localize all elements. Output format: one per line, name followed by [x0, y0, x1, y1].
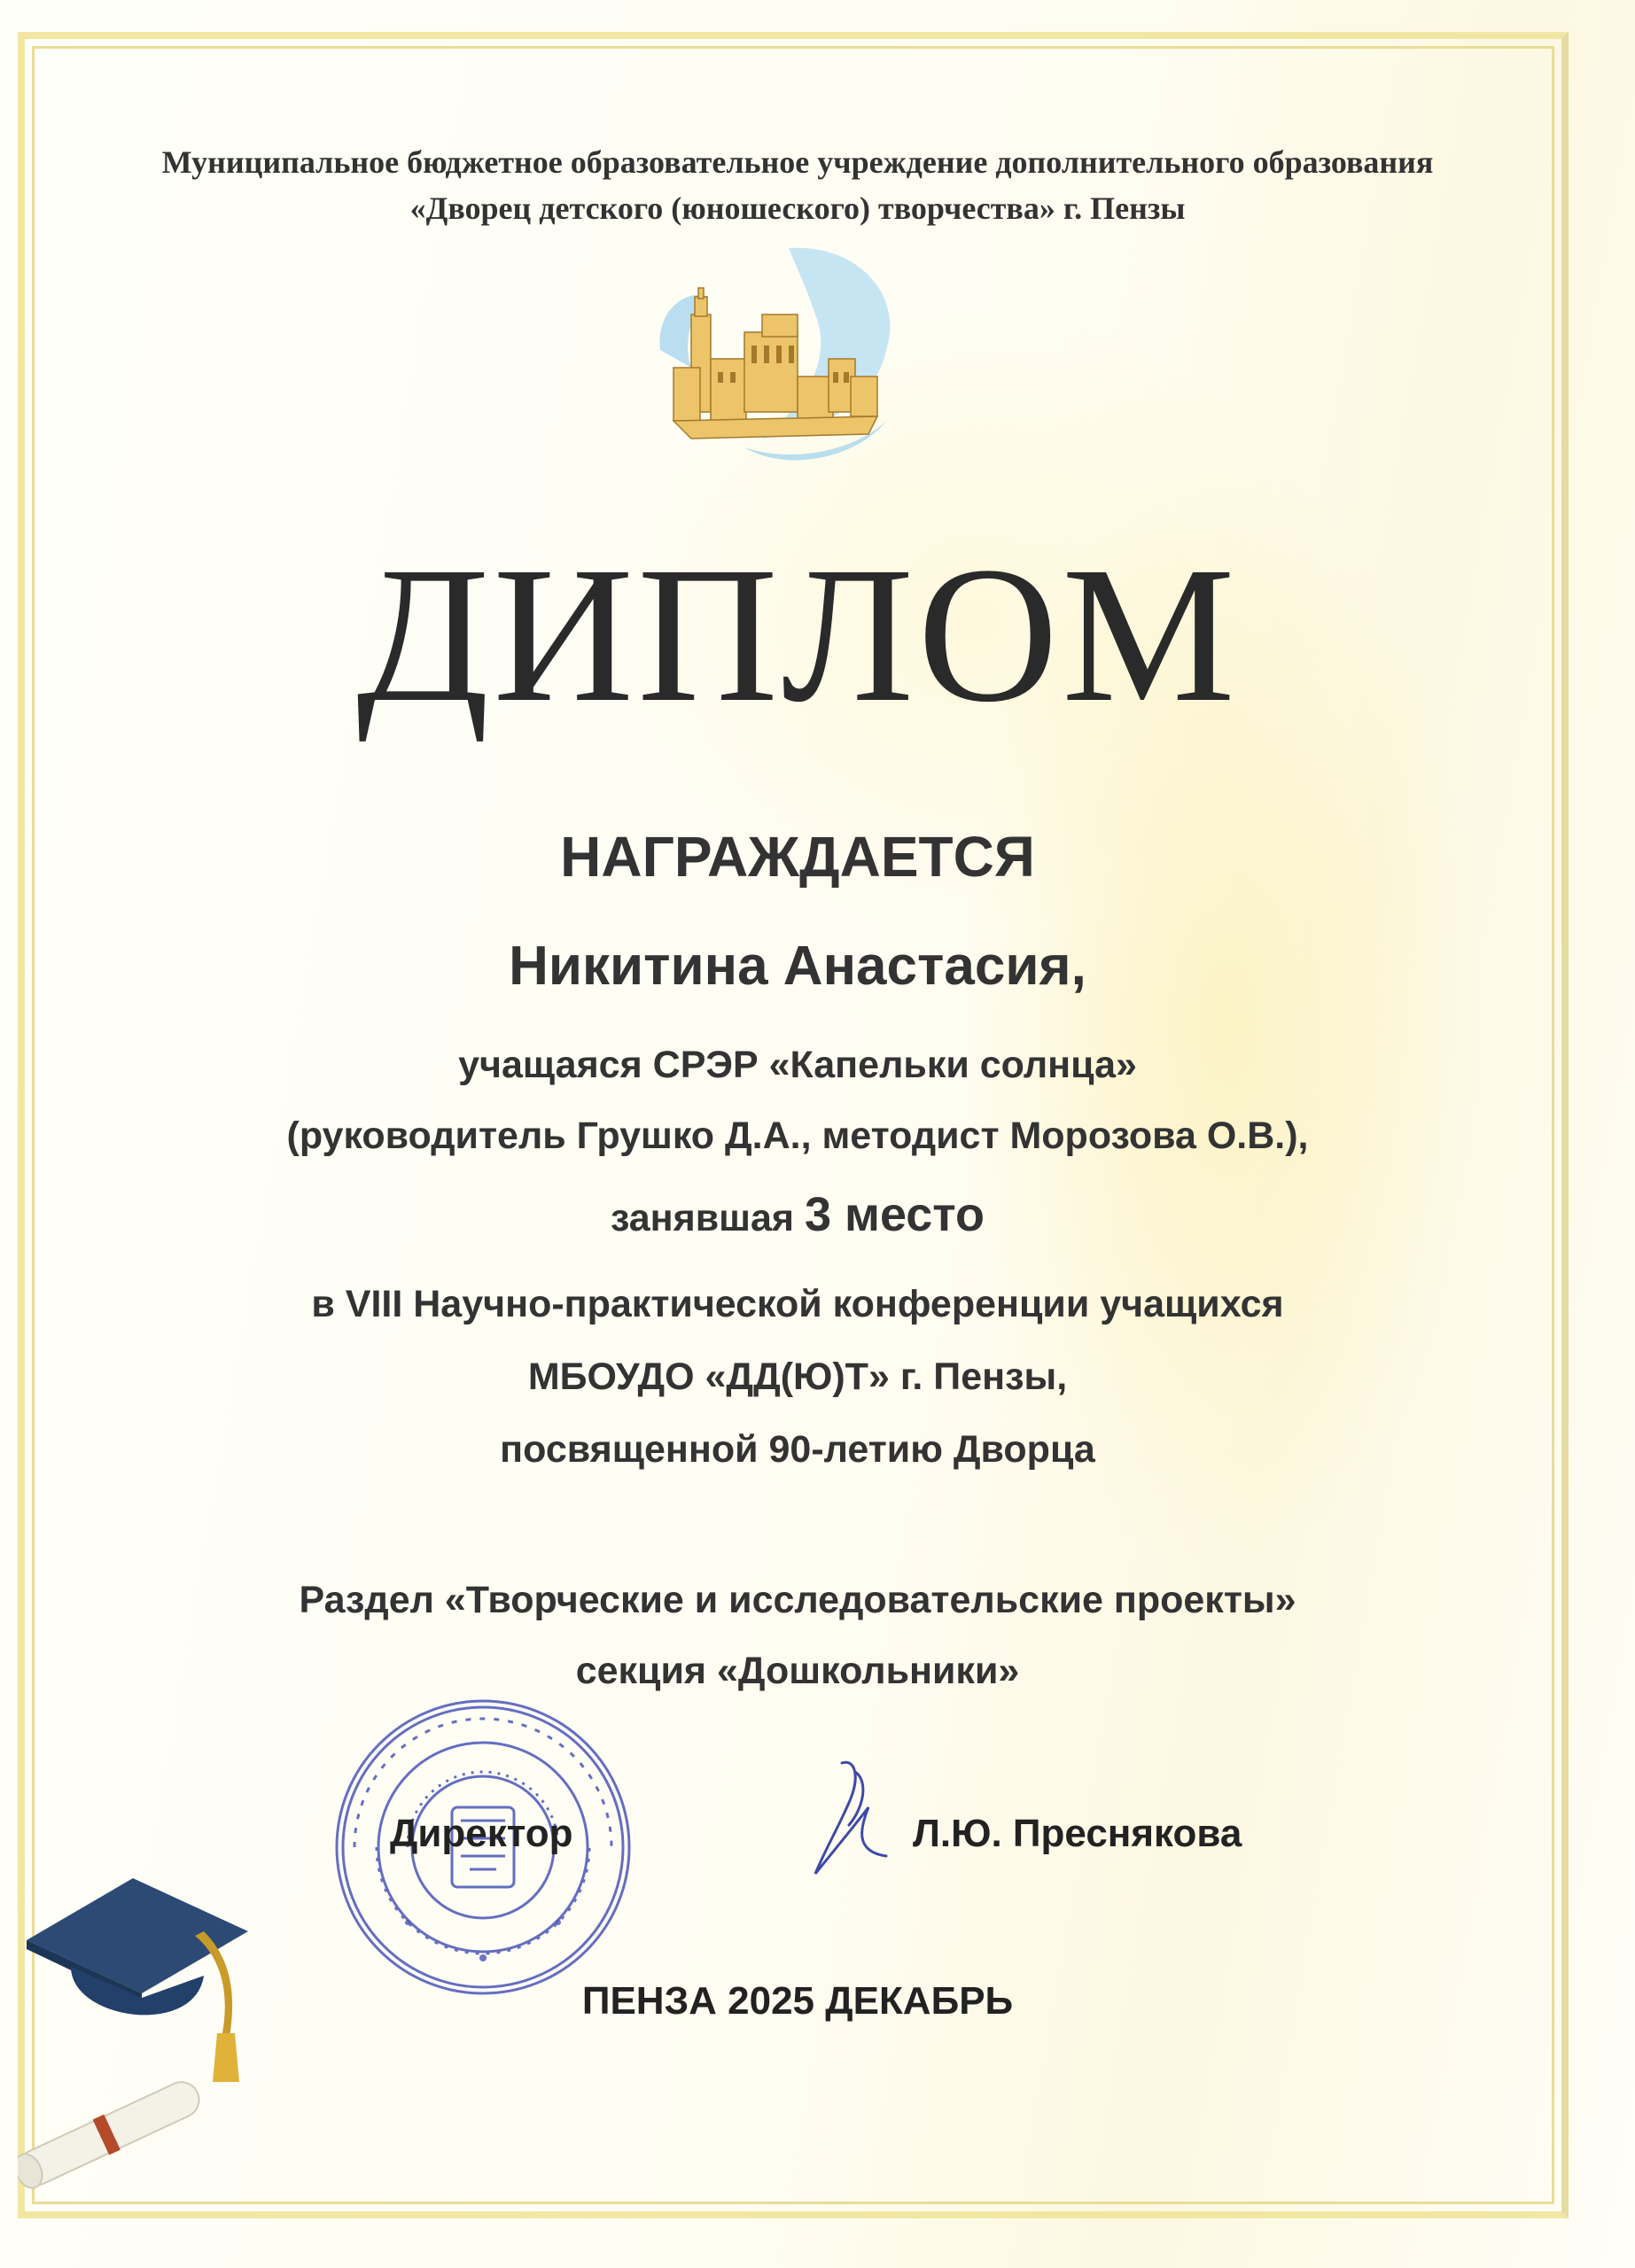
- signature-icon: [771, 1754, 922, 1887]
- supervisors-line: (руководитель Грушко Д.А., методист Морозова О.В.),: [286, 1115, 1309, 1157]
- conference-line: в VIII Научно-практической конференции учащихся: [311, 1283, 1284, 1325]
- header-line-2: «Дворец детского (юношеского) творчества» г. Пензы: [409, 190, 1186, 226]
- director-label: Директор: [390, 1812, 573, 1855]
- dedication-line: посвященной 90-летию Дворца: [500, 1428, 1095, 1471]
- subsection-line: секция «Дошкольники»: [575, 1650, 1020, 1692]
- awarded-heading: НАГРАЖДАЕТСЯ: [560, 825, 1035, 889]
- place-line: [0, 1187, 1595, 1242]
- director-name: Л.Ю. Преснякова: [913, 1812, 1242, 1855]
- diploma-title: ДИПЛОМ: [356, 526, 1239, 742]
- header-line-1: Муниципальное бюджетное образовательное учреждение дополнительного образования: [161, 144, 1434, 180]
- place-prefix: занявшая: [610, 1197, 805, 1239]
- recipient-name: Никитина Анастасия,: [509, 936, 1086, 997]
- place-date-footer: ПЕНЗА 2025 ДЕКАБРЬ: [581, 1979, 1014, 2023]
- graduation-cap-icon: [18, 1860, 275, 2233]
- student-affiliation: учащаяся СРЭР «Капельки солнца»: [458, 1044, 1137, 1086]
- palace-building-logo-icon: [656, 244, 904, 474]
- organization-line: МБОУДО «ДД(Ю)Т» г. Пензы,: [527, 1355, 1068, 1398]
- place-value: 3 место: [804, 1188, 985, 1241]
- section-line: Раздел «Творческие и исследовательские проекты»: [299, 1579, 1296, 1621]
